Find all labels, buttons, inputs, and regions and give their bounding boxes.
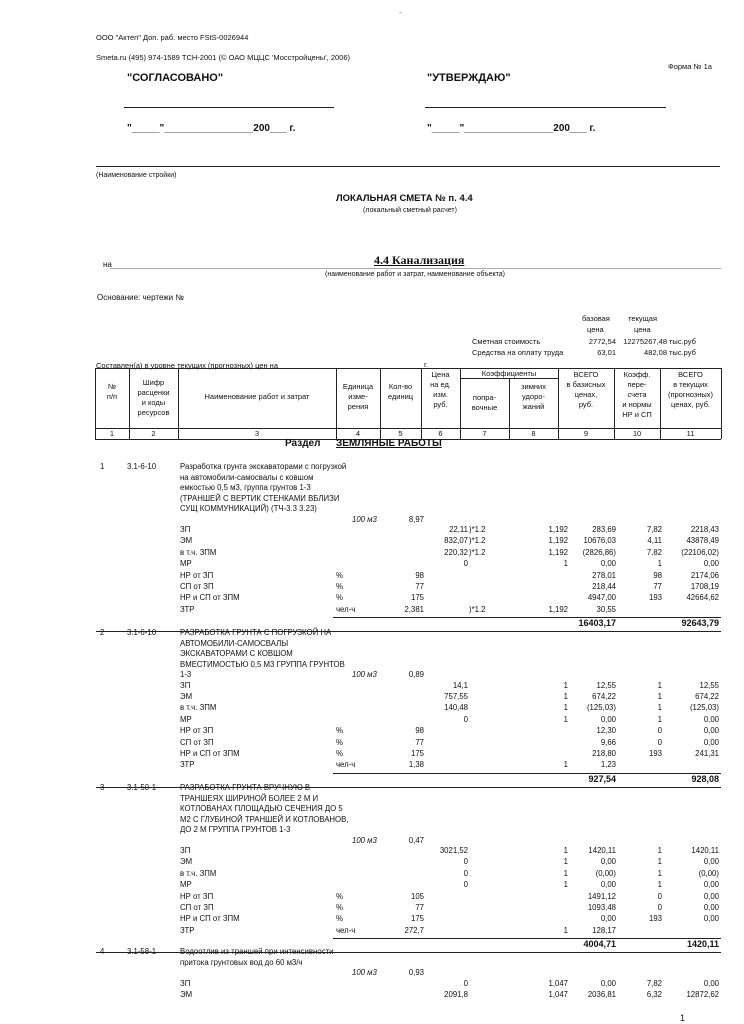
cost-row-recalc: 0: [657, 737, 662, 747]
col-code-header: Шифр расценки и коды ресурсов: [137, 378, 170, 417]
signature-line-right: [425, 107, 666, 108]
labor-cost-label: Средства на оплату труда: [472, 348, 564, 357]
col-price-header: Цена на ед. изм. руб.: [430, 370, 451, 409]
cost-row-price: 0: [463, 559, 468, 569]
cost-row-qty: 77: [415, 737, 424, 747]
cost-row-recalc: 1: [657, 857, 662, 867]
cost-row-base: 0,00: [600, 559, 616, 569]
section-label: Раздел: [285, 438, 321, 449]
col-index: 5: [398, 429, 403, 438]
cost-row-winter: 1: [563, 559, 568, 569]
cost-row-recalc: 1: [657, 691, 662, 701]
col-index: 8: [531, 429, 536, 438]
cost-row-label: СП от ЗП: [180, 737, 214, 747]
col-recalc-header: Коэфф. пере- счета и нормы НР и СП: [622, 370, 652, 419]
cost-row-recalc: 193: [648, 593, 662, 603]
item-qty: 0,89: [408, 670, 424, 679]
item-name: Водоотлив из траншей при интенсивности притока грунтовых вод до 60 м3/ч: [180, 947, 334, 967]
col-index: 10: [632, 429, 642, 438]
col-index: 3: [254, 429, 260, 438]
cost-row-recalc: 0: [657, 903, 662, 912]
cost-row-winter: 1: [563, 703, 568, 713]
item-total-current: 928,08: [691, 773, 719, 784]
cost-row-label: ЗП: [180, 978, 191, 988]
cost-row-winter: 1: [563, 880, 568, 890]
cost-row-price: 22,11: [449, 525, 468, 534]
item-code: 3.1-6-10: [127, 628, 157, 637]
cost-row-base: 4947,00: [587, 593, 616, 603]
object-caption: (наименование работ и затрат, наименование объекта): [325, 271, 505, 278]
col-index: 11: [686, 429, 695, 438]
cost-row-recalc: 1: [657, 868, 662, 878]
cost-row-current: (125,03): [689, 703, 719, 713]
item-unit: 100 м3: [352, 514, 377, 524]
labor-cost-current: 482,08: [644, 348, 667, 357]
item-total-base: 4004,71: [583, 939, 616, 950]
cost-row-base: 12,55: [596, 680, 616, 690]
cost-row-recalc: 1: [657, 846, 662, 855]
date-right: "_____"________________200___ г.: [427, 123, 596, 134]
cost-row-winter: 1: [563, 925, 568, 935]
cost-row-recalc: 7,82: [646, 525, 662, 534]
cost-row-label: в т.ч. ЗПМ: [180, 703, 217, 713]
estimate-cost-label: Сметная стоимость: [472, 337, 541, 346]
cost-row-current: 2218,43: [690, 525, 719, 534]
col-index: 6: [438, 429, 443, 438]
cost-row-unit: чел-ч: [336, 760, 356, 770]
cost-row-base: 0,00: [600, 714, 616, 724]
cost-row-winter: 1,192: [548, 536, 568, 546]
cost-row-current: 0,00: [703, 914, 719, 924]
cost-row-current: 2174,06: [690, 570, 719, 580]
basis: Основание: чертежи №: [97, 293, 184, 302]
cost-row-price: 0: [463, 880, 468, 890]
contact-line: Smeta.ru (495) 974-1589 ТСН-2001 (© ОАО МЦЦС 'Мосстройцены', 2006): [96, 53, 351, 62]
approved-left: "СОГЛАСОВАНО": [127, 72, 224, 84]
item-number: 3: [100, 783, 105, 792]
cost-row-base: 2036,81: [587, 989, 616, 999]
cost-row-winter: 1: [563, 714, 568, 724]
table-header: [95, 368, 721, 440]
col-qty-header: Кол-во единиц: [387, 382, 414, 401]
cost-row-label: ЗТР: [180, 760, 195, 770]
cost-row-recalc: 4,11: [647, 536, 662, 546]
col-winter-header: зимних удоро- жаний: [521, 382, 546, 411]
cost-row-current: (0,00): [698, 868, 719, 878]
item-name: РАЗРАБОТКА ГРУНТА ВРУЧНУЮ В ТРАНШЕЯХ ШИРИНОЙ БОЛЕЕ 2 М И КОТЛОВАНАХ ПЛОЩАДЬЮ СЕЧЕНИЯ ДО 5 М2 С ГЛУБИНОЙ ТРАНШЕЙ И КОТЛОВАНОВ, ДО 2 М ГРУППА ГРУНТОВ 1-3: [180, 783, 349, 834]
cost-row-current: 0,00: [703, 978, 719, 988]
cost-row-label: НР и СП от ЗПМ: [180, 593, 240, 603]
construction-caption: (Наименование стройки): [96, 172, 177, 179]
col-base-label: базовая: [582, 314, 610, 323]
cost-row-base: 1,23: [600, 760, 616, 770]
cost-row-price: 757,55: [444, 691, 468, 701]
cost-row-base: 218,44: [592, 582, 616, 591]
cost-row-label: НР и СП от ЗПМ: [180, 914, 240, 924]
cost-row-base: 674,22: [592, 691, 616, 701]
cost-row-winter: 1: [563, 868, 568, 878]
col-index: 4: [355, 429, 361, 438]
item-unit: 100 м3: [352, 835, 377, 845]
cost-row-recalc: 6,32: [646, 989, 662, 999]
cost-row-base: 12,30: [596, 726, 616, 736]
cost-row-base: 1093,48: [587, 903, 616, 912]
labor-cost-base: 63,01: [597, 348, 616, 357]
cost-row-qty: 175: [410, 593, 424, 603]
estimate-cost-unit: тыс.руб: [669, 337, 696, 346]
cost-row-recalc: 1: [657, 714, 662, 724]
col-current-label: текущая: [628, 314, 658, 323]
doc-title: ЛОКАЛЬНАЯ СМЕТА № п. 4.4: [336, 193, 473, 204]
cost-row-base: 10676,03: [583, 536, 616, 546]
cost-row-recalc: 1: [657, 880, 662, 890]
cost-row-label: ЭМ: [180, 536, 193, 546]
cost-row-base: 30,55: [596, 604, 616, 614]
cost-row-winter: 1,192: [548, 604, 568, 614]
object-title: 4.4 Канализация: [374, 253, 465, 267]
cost-row-winter: 1: [563, 857, 568, 867]
cost-row-qty: 98: [415, 726, 424, 736]
cost-row-price: 3021,52: [439, 846, 468, 855]
cost-row-current: 0,00: [703, 880, 719, 890]
form-label: Форма № 1а: [668, 62, 712, 71]
cost-row-price: 220,32: [444, 547, 468, 557]
org-line: ООО "Актеп" Доп. раб. место FStS-0026944: [96, 33, 249, 42]
estimate-cost-base: 2772,54: [588, 337, 616, 346]
cost-row-qty: 105: [410, 891, 424, 901]
estimate-cost-current: 12275267,48: [623, 337, 667, 346]
cost-row-label: в т.ч. ЗПМ: [180, 547, 217, 557]
cost-row-qty: 1,38: [408, 760, 424, 770]
item-code: 3.1-6-10: [127, 462, 157, 471]
cost-row-current: 12872,62: [686, 989, 719, 999]
labor-cost-unit: тыс.руб: [669, 348, 696, 357]
cost-row-qty: 272,7: [404, 925, 424, 935]
cost-row-label: ЗТР: [180, 604, 195, 614]
construction-line: [96, 166, 720, 167]
cost-row-unit: %: [336, 582, 343, 591]
cost-row-base: 283,69: [592, 525, 616, 534]
item-number: 2: [100, 628, 105, 637]
cost-row-current: 0,00: [703, 903, 719, 912]
cost-row-recalc: 193: [648, 748, 662, 758]
col-index: 2: [151, 429, 156, 438]
cost-row-base: 0,00: [600, 914, 616, 924]
cost-row-label: ЗП: [180, 680, 191, 690]
cost-row-current: 0,00: [703, 714, 719, 724]
date-left: "_____"________________200___ г.: [127, 123, 296, 134]
item-number: 1: [100, 462, 105, 471]
col-index: 1: [109, 429, 115, 438]
item-total-base: 927,54: [588, 773, 616, 784]
cost-row-recalc: 193: [648, 914, 662, 924]
cost-row-price: 2091,8: [444, 989, 468, 999]
cost-row-qty: 98: [415, 570, 424, 580]
cost-row-recalc: 0: [657, 726, 662, 736]
cost-row-label: МР: [180, 559, 192, 569]
cost-row-price: 0: [463, 978, 468, 988]
cost-row-current: 674,22: [695, 691, 719, 701]
col-index: 7: [482, 429, 487, 438]
cost-row-recalc: 1: [657, 559, 662, 569]
cost-row-current: 12,55: [699, 680, 719, 690]
na-label: на: [103, 260, 112, 269]
cost-row-base: (2826,86): [582, 547, 616, 557]
doc-subtitle: (локальный сметный расчет): [363, 207, 457, 214]
cost-row-base: (0,00): [595, 868, 616, 878]
item-code: 3.1-58-1: [127, 947, 157, 956]
cost-row-price: 14,1: [452, 680, 468, 690]
cost-row-label: МР: [180, 714, 192, 724]
cost-row-current: (22106,02): [681, 547, 719, 557]
cost-row-current: 0,00: [703, 737, 719, 747]
cost-row-base: 128,17: [592, 925, 616, 935]
cost-row-recalc: 7,82: [646, 547, 662, 557]
item-number: 4: [100, 947, 105, 956]
item-qty: 0,93: [408, 968, 424, 977]
cost-row-base: 0,00: [600, 978, 616, 988]
cost-row-label: ЭМ: [180, 989, 193, 999]
cost-row-unit: %: [336, 570, 343, 580]
cost-row-recalc: 1: [657, 680, 662, 690]
cost-row-qty: 77: [415, 582, 424, 591]
cost-row-winter: 1: [563, 691, 568, 701]
approved-right: "УТВЕРЖДАЮ": [427, 72, 511, 84]
item-total-current: 1420,11: [686, 939, 719, 950]
page-number: 1: [680, 1013, 686, 1023]
cost-row-winter: 1,047: [548, 989, 568, 999]
cost-row-qty: 175: [410, 914, 424, 924]
col-num-header: № п/п: [106, 382, 118, 401]
item-name: Разработка грунта экскаваторами с погрузкой на автомобили-самосвалы с ковшом емкостью 0,5 м3, группа грунтов 1-3 (ТРАНШЕЙ С ВЕРТИК СТЕНКАМИ ВБЛИЗИ СУЩ КОММУНИКАЦИЙ) (ТЧ-3.3 3.23): [180, 462, 347, 513]
cost-row-coef: )*1.2: [469, 525, 486, 534]
cost-row-unit: %: [336, 891, 343, 901]
compiled-suffix: г.: [424, 360, 428, 369]
cost-row-qty: 2,381: [404, 604, 424, 614]
cost-row-unit: чел-ч: [336, 604, 356, 614]
item-unit: 100 м3: [352, 968, 377, 977]
cost-row-qty: 175: [410, 748, 424, 758]
col-current-total-header: ВСЕГО в текущих (прогнозных) ценах, руб.: [667, 370, 714, 409]
cost-row-label: СП от ЗП: [180, 582, 214, 591]
cost-row-unit: %: [336, 748, 343, 758]
item-name: РАЗРАБОТКА ГРУНТА С ПОГРУЗКОЙ НА АВТОМОБИЛИ-САМОСВАЛЫ ЭКСКАВАТОРАМИ С КОВШОМ ВМЕСТИМОСТЬЮ 0,5 М3 ГРУППА ГРУНТОВ 1-3: [180, 628, 345, 679]
item-unit: 100 м3: [352, 670, 377, 679]
cost-row-current: 241,31: [695, 748, 719, 758]
cost-row-base: (125,03): [586, 703, 616, 713]
cost-row-recalc: 0: [657, 891, 662, 901]
signature-line-left: [124, 107, 334, 108]
col-unit-header: Единица изме- рения: [342, 382, 374, 411]
col-index: 9: [583, 429, 589, 438]
cost-row-coef: )*1.2: [469, 536, 486, 546]
cost-row-base: 218,80: [592, 748, 616, 758]
col-corr-header: попра- вочные: [471, 393, 498, 412]
cost-row-label: ЗП: [180, 846, 191, 855]
cost-row-unit: %: [336, 726, 343, 736]
cost-row-price: 0: [463, 868, 468, 878]
cost-row-label: ЭМ: [180, 857, 193, 867]
col-base-total-header: ВСЕГО в базисных ценах, руб.: [566, 370, 606, 409]
cost-row-winter: 1,192: [548, 547, 568, 557]
cost-row-label: в т.ч. ЗПМ: [180, 868, 217, 878]
cost-row-current: 0,00: [703, 559, 719, 569]
cost-row-unit: %: [336, 914, 343, 924]
col-coef-header: Коэффициенты: [481, 369, 537, 378]
cost-row-base: 0,00: [600, 880, 616, 890]
cost-row-unit: %: [336, 903, 343, 912]
cost-row-qty: 77: [415, 903, 424, 912]
cost-row-price: 832,07: [444, 536, 468, 546]
cost-row-label: МР: [180, 880, 192, 890]
cost-row-price: 0: [463, 714, 468, 724]
cost-row-winter: 1: [563, 760, 568, 770]
cost-row-current: 0,00: [703, 891, 719, 901]
cost-row-label: НР от ЗП: [180, 891, 214, 901]
cost-row-price: 140,48: [444, 703, 468, 713]
cost-row-current: 0,00: [703, 857, 719, 867]
cost-row-current: 0,00: [703, 726, 719, 736]
cost-row-winter: 1: [563, 846, 568, 855]
cost-row-coef: )*1.2: [469, 604, 486, 614]
item-total-current: 92643,79: [681, 618, 719, 629]
cost-row-price: 0: [463, 857, 468, 867]
cost-row-base: 1491,12: [587, 891, 616, 901]
cost-row-label: НР и СП от ЗПМ: [180, 748, 240, 758]
cost-row-winter: 1,047: [548, 978, 568, 988]
cost-row-current: 1708,19: [690, 582, 719, 591]
cost-row-winter: 1: [563, 680, 568, 690]
cost-row-coef: )*1.2: [469, 547, 486, 557]
cost-row-recalc: 7,82: [646, 978, 662, 988]
cost-row-current: 43878,49: [686, 536, 719, 546]
item-code: 3.1-50-1: [127, 783, 157, 792]
cost-row-base: 9,66: [600, 737, 616, 747]
cost-row-label: СП от ЗП: [180, 903, 214, 912]
item-qty: 0,47: [408, 835, 424, 845]
cost-row-unit: %: [336, 593, 343, 603]
cost-row-recalc: 77: [653, 582, 662, 591]
cost-row-label: НР от ЗП: [180, 726, 214, 736]
section-title: ЗЕМЛЯНЫЕ РАБОТЫ: [336, 438, 442, 449]
cost-row-label: ЗП: [180, 525, 191, 534]
cost-row-base: 1420,11: [588, 846, 616, 855]
cost-row-unit: %: [336, 737, 343, 747]
cost-row-label: ЭМ: [180, 691, 193, 701]
cost-row-current: 42664,62: [686, 593, 719, 603]
cost-row-winter: 1,192: [548, 525, 568, 534]
compiled-line: Составлен(а) в уровне текущих (прогнозных) цен на: [96, 361, 278, 370]
cost-row-recalc: 98: [653, 570, 662, 580]
item-qty: 8,97: [408, 514, 424, 524]
cost-row-label: ЗТР: [180, 925, 195, 935]
cost-row-unit: чел-ч: [336, 925, 356, 935]
cost-row-base: 0,00: [600, 857, 616, 867]
cost-row-current: 1420,11: [691, 846, 719, 855]
cost-row-recalc: 1: [657, 703, 662, 713]
col-name-header: Наименование работ и затрат: [204, 392, 310, 401]
col-current-label-2: цена: [634, 325, 651, 334]
cost-row-label: НР от ЗП: [180, 570, 214, 580]
item-total-base: 16403,17: [578, 618, 616, 629]
col-base-label-2: цена: [587, 325, 604, 334]
cost-row-base: 278,01: [592, 570, 616, 580]
